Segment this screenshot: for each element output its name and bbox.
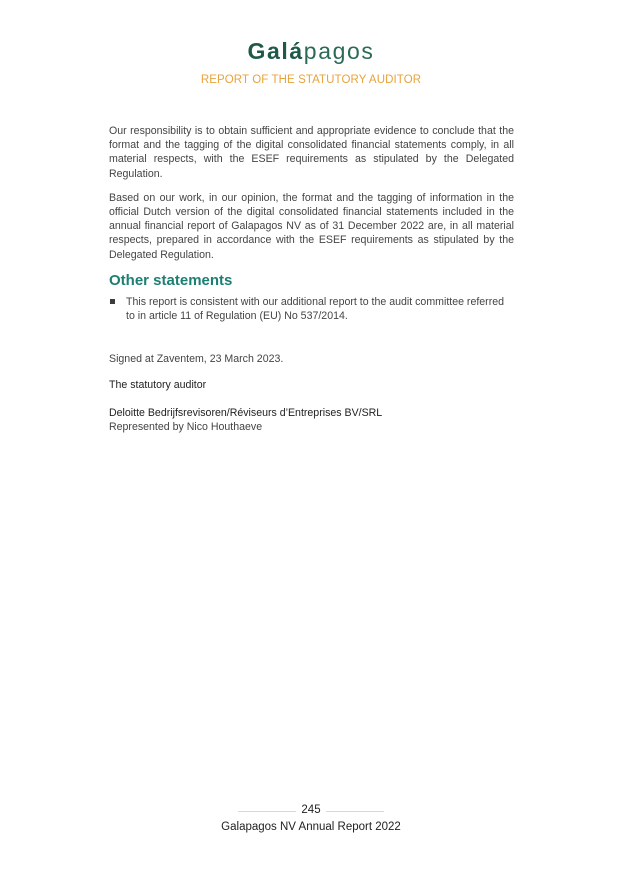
- footer-report-title: Galapagos NV Annual Report 2022: [221, 821, 401, 833]
- report-body: [109, 124, 514, 434]
- page-number: [0, 804, 622, 816]
- page-number-text: 245: [296, 804, 325, 816]
- company-logo: [0, 38, 622, 65]
- audit-firm-name: Deloitte Bedrijfsrevisoren/Réviseurs d’Entreprises BV/SRL: [109, 406, 383, 419]
- section-subtitle: REPORT OF THE STATUTORY AUDITOR: [200, 74, 422, 86]
- opinion-paragraph: Based on our work, in our opinion, the format and the tagging of information in the official Dutch version of the digital consolidated financial statements included in the annual financial report of Galapagos NV as of 31 December 2022 are, in all material respects, prepared in accordance with the ESEF requirements as stipulated by the Delegated Regulation.: [109, 191, 514, 261]
- logo-text-light: pagos: [303, 38, 375, 64]
- other-statements-list: [109, 295, 514, 323]
- other-statements-heading: Other statements: [109, 271, 233, 289]
- statutory-auditor-label: The statutory auditor: [109, 379, 207, 392]
- list-item-text: This report is consistent with our additional report to the audit committee referred to in article 11 of Regulation (EU) No 537/2014.: [126, 295, 505, 323]
- represented-by: Represented by Nico Houthaeve: [109, 420, 263, 433]
- responsibility-paragraph: Our responsibility is to obtain sufficient and appropriate evidence to conclude that the format and the tagging of the digital consolidated financial statements comply, in all material respects, with the ESEF requirements as stipulated by the Delegated Regulation.: [109, 125, 514, 180]
- square-bullet-icon: [110, 299, 115, 304]
- list-item: [109, 295, 514, 323]
- logo-text-bold: Galá: [247, 38, 304, 64]
- signed-location-date: Signed at Zaventem, 23 March 2023.: [109, 353, 284, 366]
